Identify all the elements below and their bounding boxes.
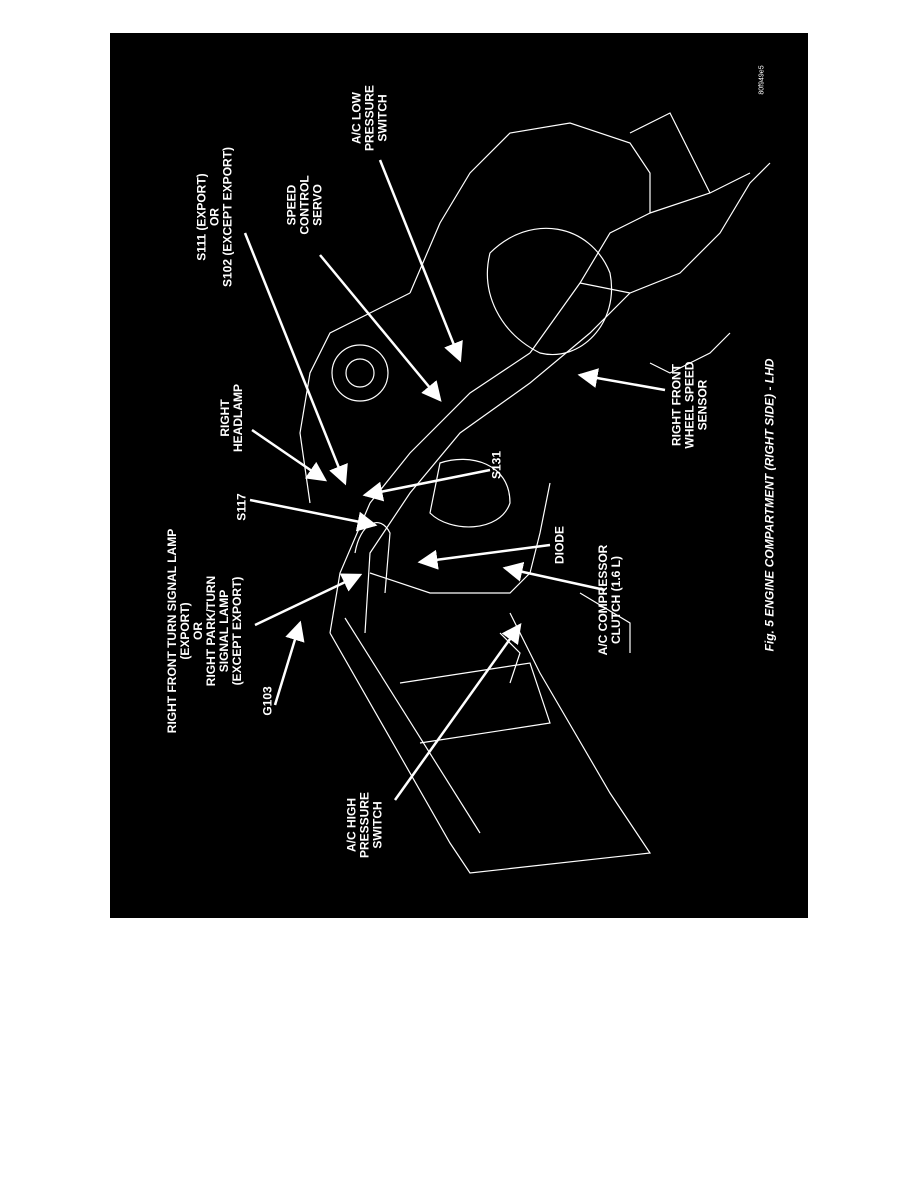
label-splice-s111-s102: S111 (EXPORT) OR S102 (EXCEPT EXPORT) bbox=[194, 146, 235, 288]
figure-caption: Fig. 5 ENGINE COMPARTMENT (RIGHT SIDE) - LHD bbox=[762, 358, 777, 652]
label-ac-high-pressure-switch: A/C HIGH PRESSURE SWITCH bbox=[344, 791, 385, 859]
arrow-ac-low bbox=[380, 160, 460, 360]
arrow-compressor bbox=[505, 568, 605, 590]
label-s131: S131 bbox=[489, 450, 504, 480]
label-turn-signal-lamp: RIGHT FRONT TURN SIGNAL LAMP (EXPORT) OR RIGHT PARK/TURN SIGNAL LAMP (EXCEPT EXPORT) bbox=[165, 528, 244, 734]
figure-code: 80f949e5 bbox=[758, 65, 766, 95]
engine-compartment-figure bbox=[110, 33, 808, 918]
label-s117: S117 bbox=[234, 493, 249, 521]
label-speed-control-servo: SPEED CONTROL SERVO bbox=[284, 175, 325, 235]
label-ac-compressor-clutch: A/C COMPRESSOR CLUTCH (1.6 L) bbox=[596, 544, 623, 656]
arrow-splice bbox=[245, 233, 345, 483]
label-g103: G103 bbox=[260, 686, 275, 716]
arrow-s117 bbox=[250, 500, 375, 525]
label-wheel-speed-sensor: RIGHT FRONT WHEEL SPEED SENSOR bbox=[669, 361, 710, 449]
callout-arrows bbox=[245, 160, 665, 800]
arrow-diode bbox=[420, 545, 550, 562]
label-right-headlamp: RIGHT HEADLAMP bbox=[218, 384, 245, 452]
arrow-turn-signal bbox=[255, 575, 360, 625]
label-ac-low-pressure-switch: A/C LOW PRESSURE SWITCH bbox=[349, 84, 390, 152]
arrow-g103 bbox=[275, 623, 300, 705]
arrow-s131 bbox=[365, 470, 490, 495]
arrow-wheel-sensor bbox=[580, 375, 665, 390]
arrow-speed-servo bbox=[320, 255, 440, 400]
arrow-ac-high bbox=[395, 625, 520, 800]
arrow-headlamp bbox=[252, 430, 325, 480]
label-diode: DIODE bbox=[552, 525, 567, 565]
